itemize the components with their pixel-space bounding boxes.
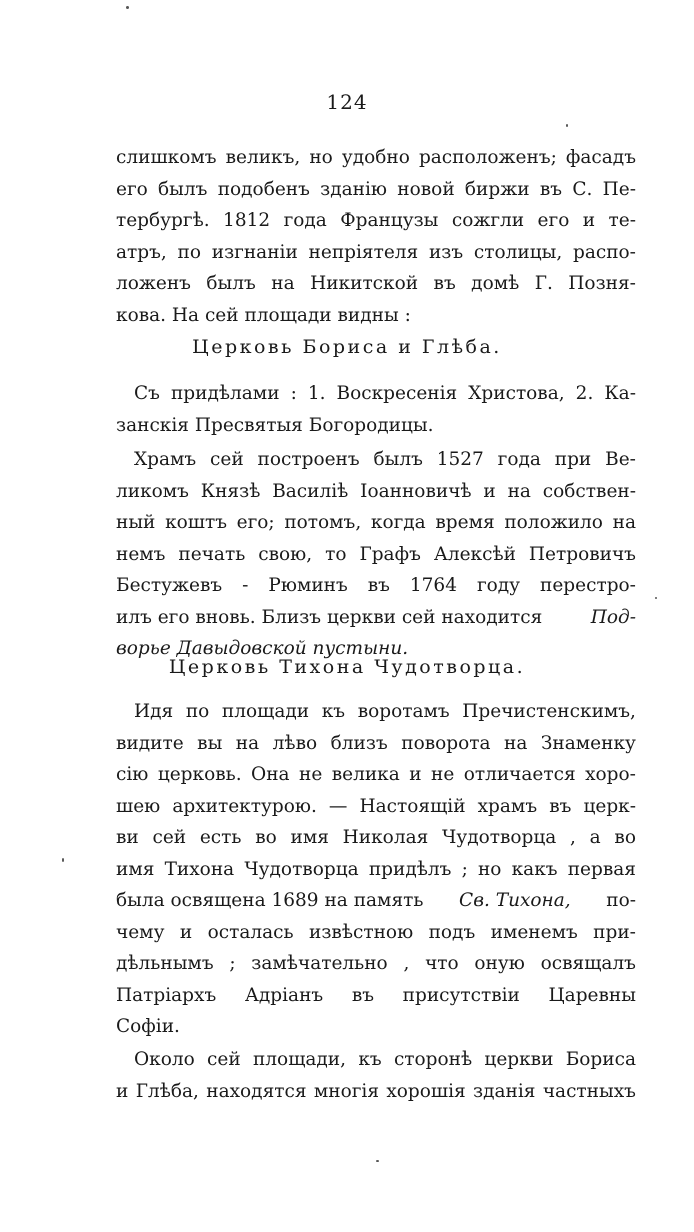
word: изъ xyxy=(428,241,464,263)
word: коштъ xyxy=(165,512,227,533)
word: при xyxy=(554,449,592,470)
word: построенъ xyxy=(257,449,360,470)
word: храмъ xyxy=(477,795,538,817)
scan-speck xyxy=(62,858,64,862)
word: вы xyxy=(197,732,223,754)
word: многія xyxy=(313,1080,379,1102)
word: въ xyxy=(549,795,572,817)
word: Чудотворца xyxy=(442,827,557,848)
section-heading: Церковь Бориса и Глѣба. xyxy=(192,336,502,358)
word: и xyxy=(179,921,193,943)
scan-speck xyxy=(566,124,568,127)
word: во xyxy=(614,827,636,848)
section-heading: Церковь Тихона Чудотворца. xyxy=(168,656,526,678)
word: подобенъ xyxy=(217,178,310,200)
word: именемъ xyxy=(490,921,578,943)
word: въ xyxy=(367,575,390,596)
word: Рюминъ xyxy=(268,575,348,596)
text-segment: по- xyxy=(606,890,636,911)
word: удобно xyxy=(341,147,410,168)
word: ный xyxy=(116,512,156,533)
word: немъ xyxy=(116,543,166,565)
word: когда xyxy=(370,512,426,533)
text-line xyxy=(116,948,636,980)
word: придѣлъ xyxy=(368,858,452,880)
word: слишкомъ xyxy=(116,147,217,168)
word: тербургѣ. xyxy=(116,210,210,231)
word: ; xyxy=(461,858,468,880)
text-line xyxy=(116,237,636,269)
word: Съ xyxy=(134,383,160,404)
text-segment: была освящена 1689 на память xyxy=(116,890,424,911)
word: Пречистенскимъ, xyxy=(462,701,636,722)
word: Николая xyxy=(342,827,429,848)
word: зданію xyxy=(320,178,388,200)
word: извѣстною xyxy=(309,921,414,943)
text-line xyxy=(116,917,636,949)
word: изгнаніи xyxy=(211,241,298,263)
word: , xyxy=(570,827,576,848)
paragraph-continuation xyxy=(116,142,636,331)
word: Знаменку xyxy=(540,732,636,754)
word: въ xyxy=(539,178,563,200)
word: осталась xyxy=(207,921,294,943)
word: 2. xyxy=(575,383,594,404)
italic-segment: Под- xyxy=(590,606,636,628)
word: Адріанъ xyxy=(244,984,324,1006)
word: распо- xyxy=(572,241,636,263)
word: церкви xyxy=(484,1049,554,1070)
word: хорошія xyxy=(386,1080,466,1102)
word: положило xyxy=(504,512,603,533)
word: столицы, xyxy=(473,241,563,263)
text-line xyxy=(116,822,636,854)
word: церк- xyxy=(583,795,636,817)
text-line xyxy=(116,205,636,237)
page-number: 124 xyxy=(326,90,368,114)
word: Пе- xyxy=(602,178,636,200)
word: его xyxy=(116,178,148,200)
word: площади, xyxy=(252,1049,347,1070)
italic-segment: Св. Тихона, xyxy=(459,890,571,911)
word: и xyxy=(409,764,422,785)
word: сію xyxy=(116,764,149,785)
word: на xyxy=(612,512,636,533)
text-segment: илъ его вновь. Близъ церкви сей находится xyxy=(116,606,543,628)
word: на xyxy=(235,732,260,754)
word: чему xyxy=(116,921,165,943)
paragraph-chapels xyxy=(116,378,636,441)
word: Ка- xyxy=(604,383,636,404)
word: не xyxy=(430,764,455,785)
word: непріятеля xyxy=(308,241,419,263)
paragraph-tikhon xyxy=(116,696,636,1043)
word: отличается xyxy=(463,764,576,785)
text-line xyxy=(116,696,636,728)
word: въ xyxy=(433,273,456,294)
word: въ xyxy=(351,984,374,1006)
word: Она xyxy=(251,764,290,785)
word: атръ, xyxy=(116,241,167,263)
word: на xyxy=(271,273,295,294)
word: Храмъ xyxy=(134,449,197,470)
word: замѣчательно xyxy=(251,953,388,974)
word: его; xyxy=(236,512,275,533)
word: но xyxy=(477,858,502,880)
word: его xyxy=(537,210,570,231)
word: Патріархъ xyxy=(116,984,217,1006)
text-line xyxy=(116,885,636,917)
text-line xyxy=(116,854,636,886)
word: лѣво xyxy=(272,732,318,754)
word: былъ xyxy=(206,273,256,294)
text-line xyxy=(116,980,636,1012)
word: при- xyxy=(593,921,636,943)
text-line xyxy=(116,142,636,174)
text-line xyxy=(116,759,636,791)
word: хоро- xyxy=(585,764,636,785)
word: сей xyxy=(210,449,244,470)
word: Воскресенія xyxy=(336,383,458,404)
word: дѣльнымъ xyxy=(116,953,214,974)
word: церковь. xyxy=(157,764,242,785)
text-line xyxy=(116,268,636,300)
word: ложенъ xyxy=(116,273,191,294)
word: то xyxy=(325,543,347,565)
text-line xyxy=(116,791,636,823)
word: ; xyxy=(229,953,236,974)
word: С. xyxy=(572,178,593,200)
word: Ве- xyxy=(605,449,636,470)
word: не xyxy=(299,764,323,785)
word: сей xyxy=(207,1049,241,1070)
word: былъ xyxy=(158,178,208,200)
text-line: Софіи. xyxy=(116,1016,180,1037)
word: новой xyxy=(397,178,455,200)
word: воротамъ xyxy=(357,701,450,722)
word: перестро- xyxy=(540,575,636,596)
text-line xyxy=(116,378,636,410)
word: года xyxy=(283,210,327,231)
text-line xyxy=(116,539,636,571)
word: Около xyxy=(134,1049,195,1070)
word: находятся xyxy=(206,1080,307,1102)
word: 1. xyxy=(307,383,326,404)
word: Василіѣ xyxy=(272,480,349,502)
word: Позня- xyxy=(568,273,636,294)
word: имя xyxy=(116,858,155,880)
word: сей xyxy=(152,827,187,848)
word: Алексѣй xyxy=(433,543,516,565)
text-line xyxy=(116,476,636,508)
word: Французы xyxy=(340,210,439,231)
word: печать xyxy=(178,543,246,565)
paragraph-buildings xyxy=(116,1044,636,1107)
word: Петровичъ xyxy=(528,543,636,565)
word: близъ xyxy=(330,732,388,754)
word: по xyxy=(185,701,210,722)
word: что xyxy=(425,953,459,974)
word: года xyxy=(497,449,541,470)
word: 1812 xyxy=(223,210,271,231)
word: , xyxy=(403,953,410,974)
word: ликомъ xyxy=(116,480,189,502)
word: сторонѣ xyxy=(393,1049,473,1070)
word: Никитской xyxy=(310,273,419,294)
word: Царевны xyxy=(548,984,636,1006)
word: оную xyxy=(474,953,525,974)
word: зданія xyxy=(473,1080,536,1102)
text-line xyxy=(116,444,636,476)
word: фасадъ xyxy=(565,147,636,168)
word: Г. xyxy=(534,273,553,294)
word: - xyxy=(242,575,249,596)
word: 1764 xyxy=(409,575,457,596)
scan-speck xyxy=(655,597,657,599)
word: время xyxy=(435,512,495,533)
scan-speck xyxy=(376,1160,379,1162)
text-line xyxy=(116,602,636,634)
word: году xyxy=(476,575,521,596)
text-line xyxy=(116,1076,636,1108)
word: биржи xyxy=(464,178,530,200)
word: площади xyxy=(221,701,310,722)
word: собствен- xyxy=(542,480,636,502)
word: домѣ xyxy=(471,273,520,294)
word: былъ xyxy=(373,449,423,470)
word: потомъ, xyxy=(284,512,362,533)
word: на xyxy=(507,480,531,502)
text-line xyxy=(116,1044,636,1076)
word: Настоящій xyxy=(359,795,466,817)
word: какъ xyxy=(511,858,558,880)
word: те- xyxy=(608,210,636,231)
text-line xyxy=(116,507,636,539)
word: и xyxy=(116,1080,129,1102)
word: Бориса xyxy=(565,1049,636,1070)
word: Князѣ xyxy=(200,480,261,502)
word: присутствіи xyxy=(402,984,520,1006)
word: 1527 xyxy=(436,449,484,470)
text-line xyxy=(116,570,636,602)
word: есть xyxy=(199,827,242,848)
text-line xyxy=(116,728,636,760)
word: Бестужевъ xyxy=(116,575,223,596)
word: — xyxy=(328,795,348,817)
word: Христова, xyxy=(468,383,565,404)
word: по xyxy=(177,241,201,263)
word: Чудотворца xyxy=(244,858,359,880)
word: велика xyxy=(331,764,400,785)
word: видите xyxy=(116,732,184,754)
word: и xyxy=(483,480,496,502)
word: Тихона xyxy=(164,858,235,880)
word: и xyxy=(582,210,596,231)
word: Графъ xyxy=(359,543,421,565)
text-line xyxy=(116,174,636,206)
word: : xyxy=(290,383,297,404)
word: Идя xyxy=(134,701,174,722)
word: къ xyxy=(321,701,346,722)
word: поворота xyxy=(401,732,491,754)
paragraph-history xyxy=(116,444,636,665)
word: подъ xyxy=(428,921,476,943)
word: но xyxy=(309,147,333,168)
text-line: кова. На сей площади видны : xyxy=(116,304,411,326)
word: сожгли xyxy=(451,210,525,231)
word: освящалъ xyxy=(540,953,636,974)
word: архитектурою. xyxy=(172,795,317,817)
scan-speck xyxy=(126,6,129,9)
text-line: занскія Пресвятыя Богородицы. xyxy=(116,414,434,436)
word: имя xyxy=(290,827,329,848)
word: а xyxy=(589,827,601,848)
word: Глѣба, xyxy=(135,1080,199,1102)
word: къ xyxy=(358,1049,382,1070)
word: великъ, xyxy=(225,147,301,168)
word: во xyxy=(255,827,277,848)
text-line-italic: ворье Давыдовской пустыни. xyxy=(116,638,409,659)
word: на xyxy=(504,732,528,754)
word: придѣлами xyxy=(170,383,280,404)
word: первая xyxy=(567,858,636,880)
word: свою, xyxy=(258,543,313,565)
word: частныхъ xyxy=(542,1080,636,1102)
word: Іоанновичѣ xyxy=(360,480,472,502)
word: расположенъ; xyxy=(418,147,557,168)
word: ви xyxy=(116,827,139,848)
word: шею xyxy=(116,795,161,817)
